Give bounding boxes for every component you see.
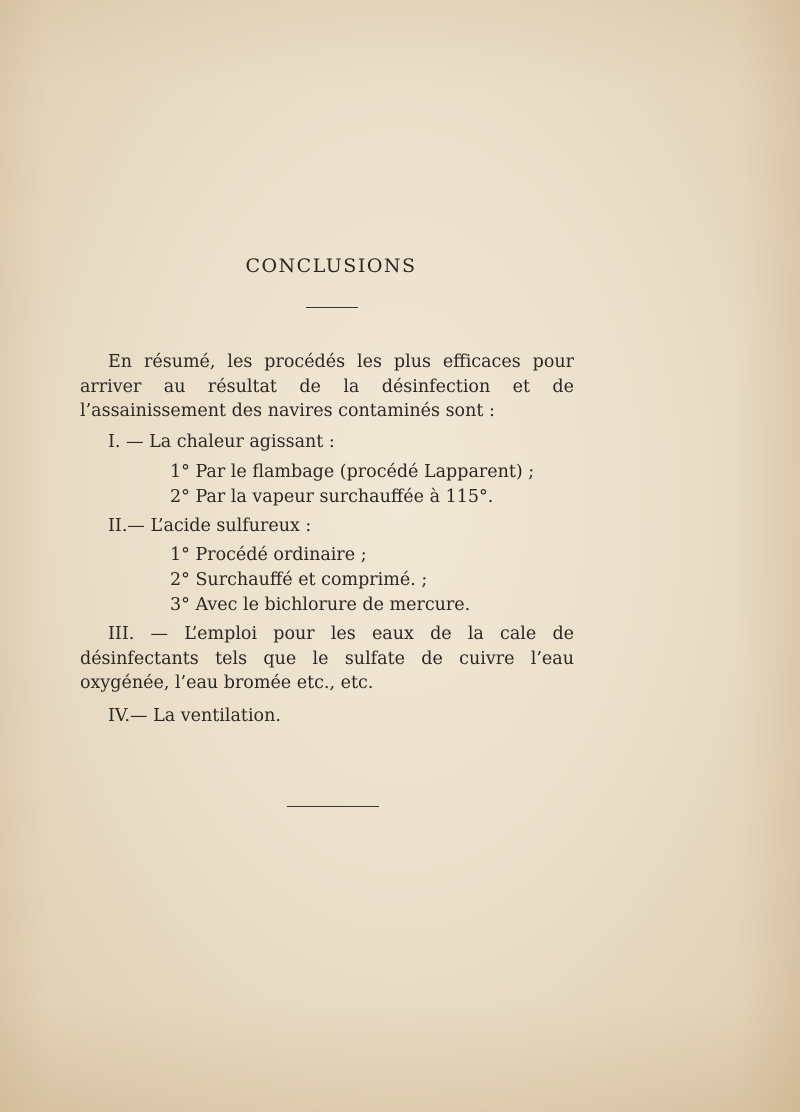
section-2-item-1: 1° Procédé ordinaire ;: [170, 545, 367, 565]
title-divider: [306, 307, 358, 308]
section-1-item-2: 2° Par la vapeur surchauffée à 115°.: [170, 487, 494, 507]
section-2-item-3: 3° Avec le bichlorure de mercure.: [170, 595, 471, 615]
page-title: CONCLUSIONS: [245, 255, 417, 277]
section-1-heading: I. — La chaleur agissant :: [108, 432, 335, 452]
section-4-heading: IV.— La ventilation.: [108, 706, 281, 726]
section-3-paragraph: [80, 622, 574, 696]
intro-paragraph: [80, 350, 574, 424]
section-2-item-2: 2° Surchauffé et comprimé. ;: [170, 570, 428, 590]
section-2-heading: II.— L’acide sulfureux :: [108, 516, 312, 536]
section-1-item-1: 1° Par le flambage (procédé Lapparent) ;: [170, 462, 535, 482]
intro-text: En résumé, les procédés les plus efficaces pour arriver au résultat de la désinfection et de l’assainissement des navires contaminés sont :: [80, 352, 574, 421]
closing-divider: [287, 806, 379, 807]
section-3-text: III. — L’emploi pour les eaux de la cale de désinfectants tels que le sulfate de cuivre l’eau oxygénée, l’eau bromée etc., etc.: [80, 624, 574, 693]
